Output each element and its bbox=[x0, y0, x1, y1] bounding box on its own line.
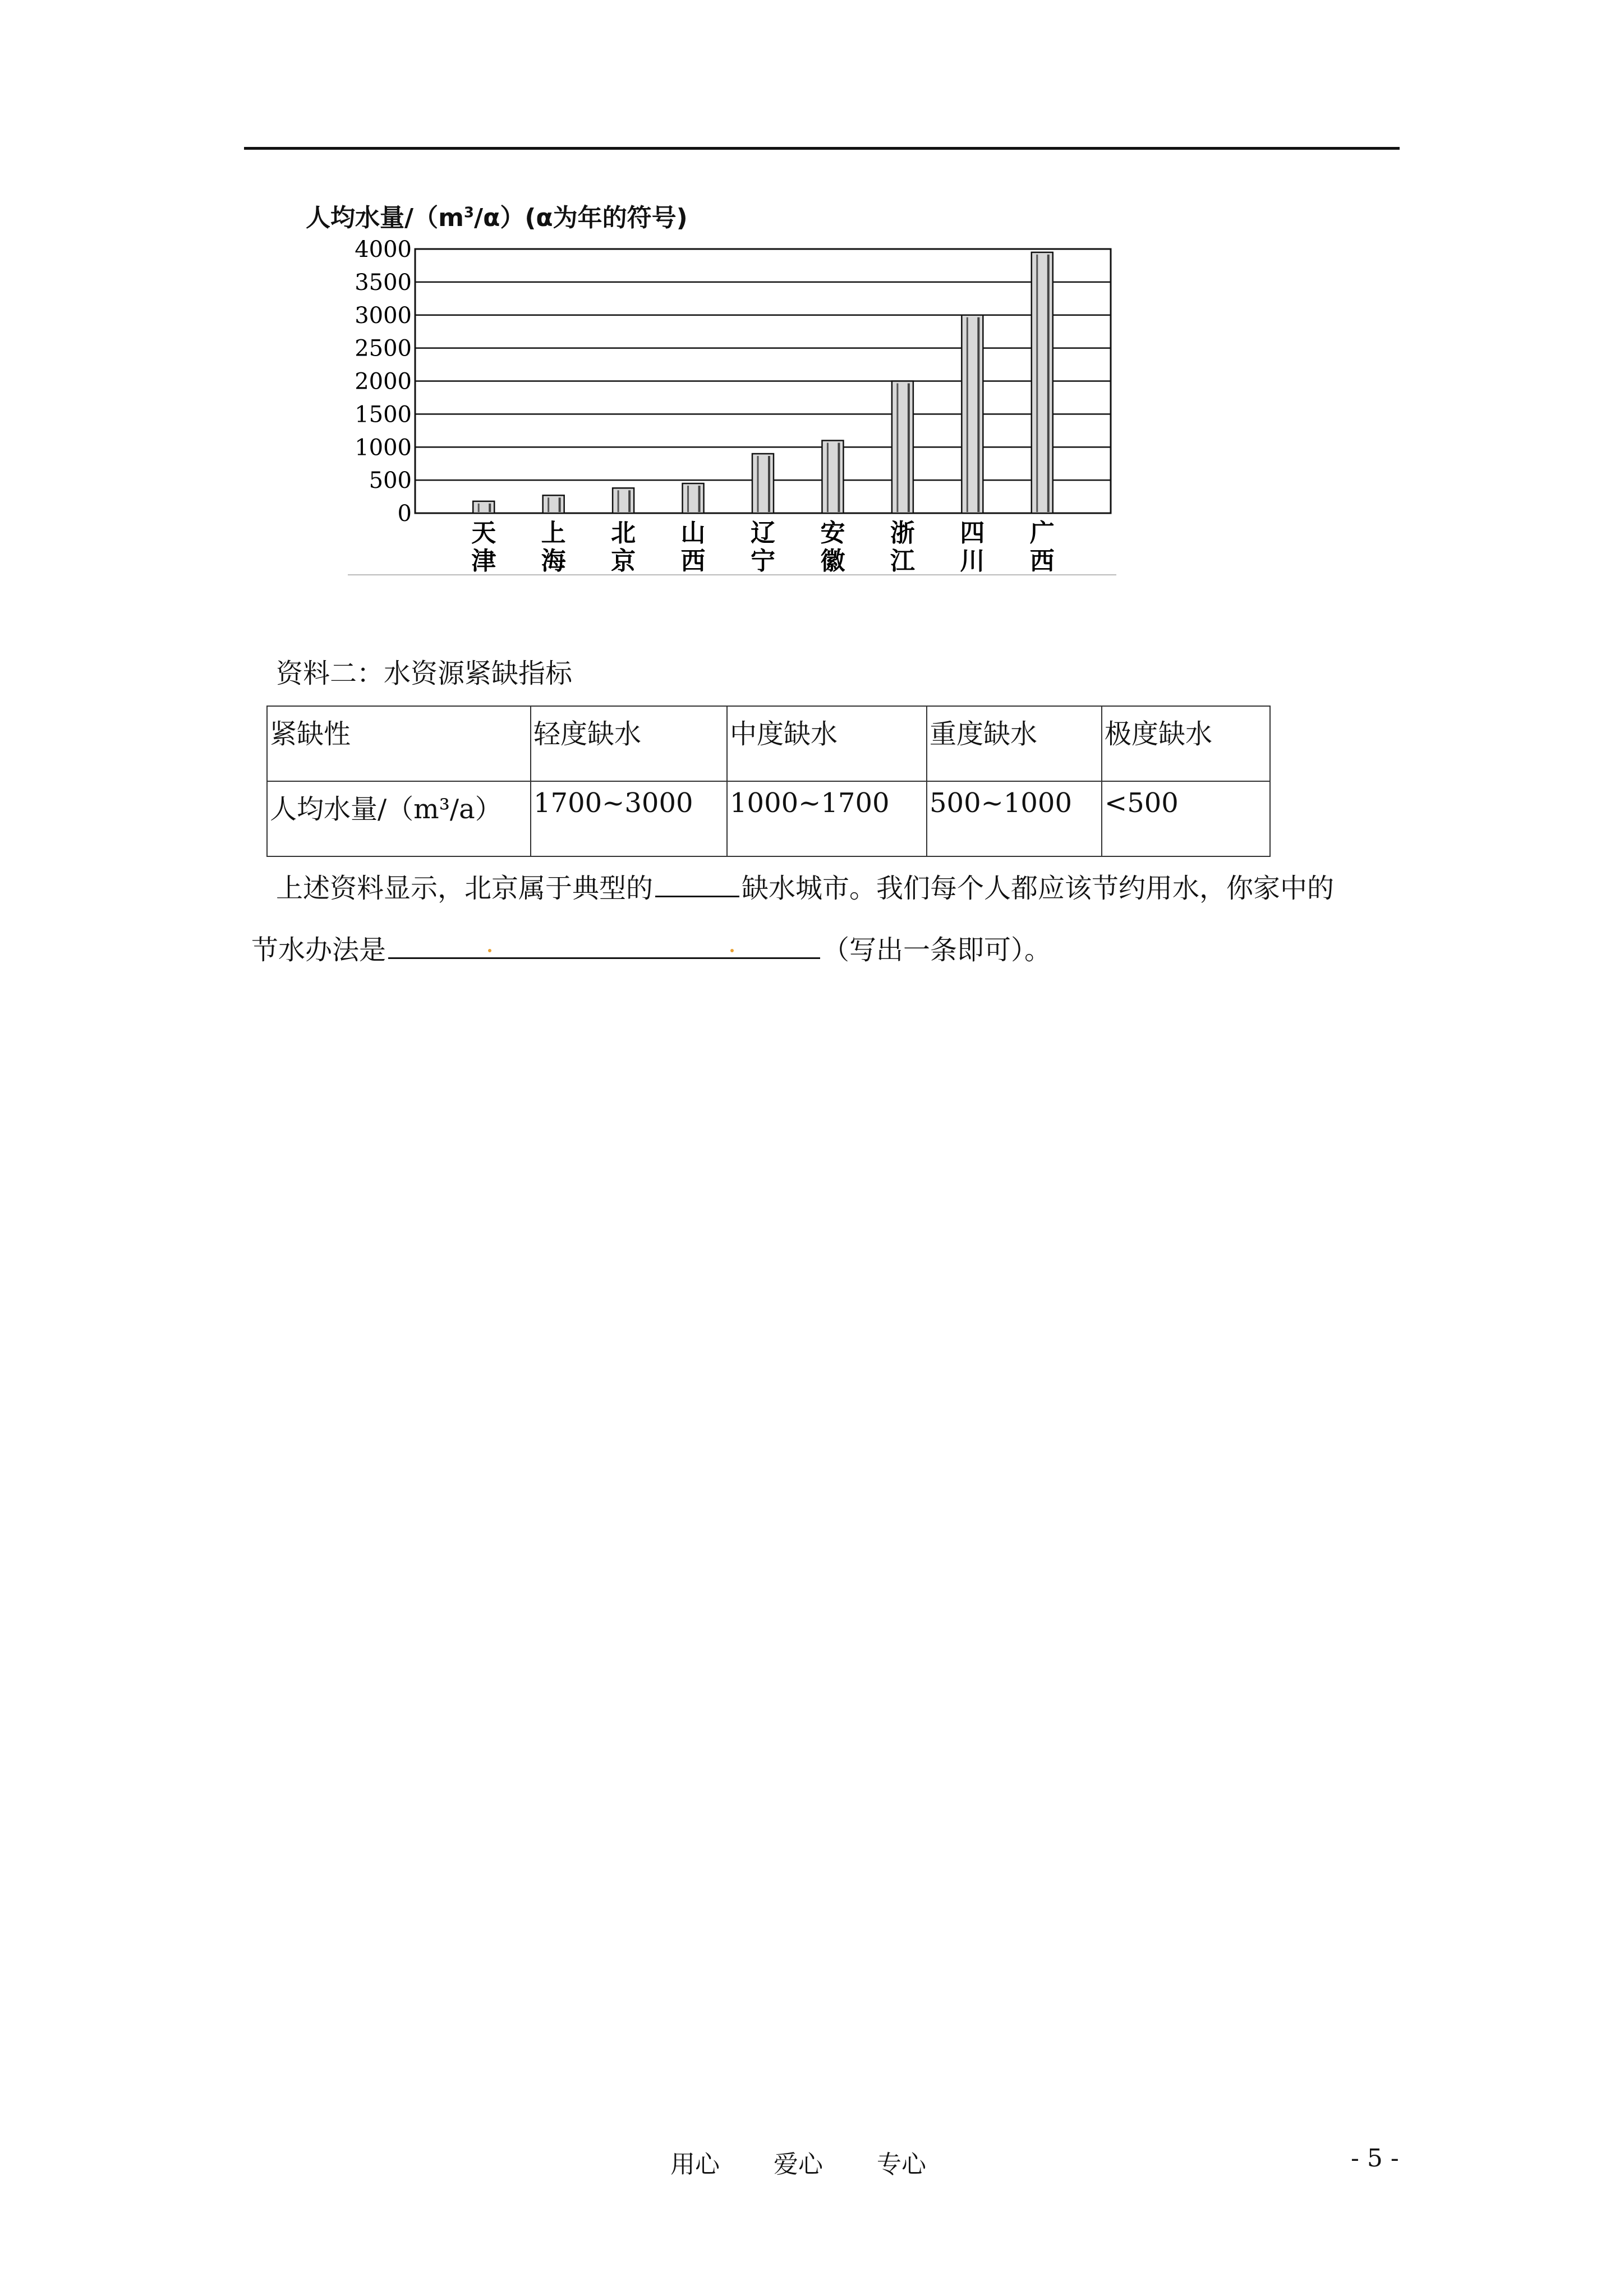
y-tick-label: 0 bbox=[397, 501, 412, 527]
x-tick-label: 西 bbox=[680, 547, 706, 575]
question-text: （写出一条即可）。 bbox=[822, 934, 1052, 966]
table-header-cell: 极度缺水 bbox=[1102, 706, 1270, 781]
bar bbox=[961, 315, 983, 513]
bar bbox=[892, 381, 913, 514]
bar bbox=[822, 440, 843, 513]
x-tick-label: 西 bbox=[1029, 547, 1055, 575]
table-cell: 1000~1700 bbox=[727, 781, 927, 856]
table-row bbox=[267, 781, 1270, 856]
table-header-cell: 重度缺水 bbox=[927, 706, 1102, 781]
bar bbox=[473, 501, 494, 513]
bar bbox=[1032, 252, 1053, 513]
question-text: 节水办法是 bbox=[251, 934, 387, 966]
table-header-row bbox=[267, 706, 1270, 781]
x-tick-label: 山 bbox=[680, 519, 706, 547]
footer-motto bbox=[670, 2144, 980, 2180]
x-tick-label: 津 bbox=[471, 547, 496, 575]
footer-word: 用心 bbox=[670, 2150, 720, 2179]
y-tick-label: 500 bbox=[369, 468, 412, 494]
section-label: 资料二：水资源紧缺指标 bbox=[276, 658, 573, 689]
y-tick-label: 1000 bbox=[355, 435, 412, 461]
y-tick-label: 1500 bbox=[355, 402, 412, 428]
table-cell: <500 bbox=[1102, 781, 1270, 856]
marker-dot bbox=[730, 949, 734, 952]
footer-word: 爱心 bbox=[774, 2150, 823, 2179]
bar bbox=[683, 483, 704, 513]
question-line-1 bbox=[276, 875, 1334, 902]
table-cell: 500~1000 bbox=[927, 781, 1102, 856]
bar bbox=[752, 454, 774, 513]
question-line-2 bbox=[251, 934, 1052, 966]
y-tick-label: 4000 bbox=[355, 237, 412, 262]
y-tick-label: 3000 bbox=[355, 302, 412, 329]
x-tick-label: 宁 bbox=[751, 547, 775, 575]
bar bbox=[613, 488, 634, 513]
footer-word: 专心 bbox=[877, 2150, 926, 2179]
table-header-cell: 紧缺性 bbox=[267, 706, 531, 781]
x-tick-label: 浙 bbox=[890, 519, 915, 547]
x-tick-label: 安 bbox=[820, 519, 845, 547]
x-tick-label: 四 bbox=[960, 519, 985, 547]
x-tick-label: 徽 bbox=[820, 547, 845, 575]
x-tick-label: 广 bbox=[1029, 519, 1055, 547]
bar-chart bbox=[348, 224, 1133, 583]
x-tick-label: 北 bbox=[611, 519, 636, 547]
x-tick-label: 天 bbox=[471, 519, 496, 547]
x-tick-label: 海 bbox=[541, 547, 566, 575]
question-text: 上述资料显示，北京属于典型的 bbox=[276, 873, 654, 904]
page-number: - 5 - bbox=[1351, 2144, 1399, 2173]
table-header-cell: 中度缺水 bbox=[727, 706, 927, 781]
y-tick-label: 3500 bbox=[355, 269, 412, 296]
x-tick-label: 上 bbox=[541, 519, 566, 547]
answer-blank-method[interactable] bbox=[388, 957, 820, 959]
answer-blank-scarcity[interactable] bbox=[655, 895, 739, 897]
y-tick-label: 2000 bbox=[355, 368, 412, 395]
bar bbox=[543, 495, 564, 513]
marker-dot bbox=[488, 949, 491, 952]
chart-title: 人均水量$/(m^3/\alpha)(\alpha$为年的符号) bbox=[306, 204, 688, 232]
header-rule bbox=[244, 147, 1400, 150]
scarcity-table bbox=[266, 706, 1271, 857]
table-cell: 1700~3000 bbox=[531, 781, 727, 856]
question-text: 缺水城市。我们每个人都应该节约用水，你家中的 bbox=[742, 873, 1335, 904]
y-tick-label: 2500 bbox=[355, 335, 412, 362]
x-tick-label: 江 bbox=[890, 547, 915, 575]
x-tick-label: 京 bbox=[611, 547, 636, 575]
table-cell: 人均水量/（m³/a） bbox=[267, 781, 531, 856]
x-tick-label: 辽 bbox=[751, 519, 775, 547]
x-tick-label: 川 bbox=[960, 547, 985, 575]
table-header-cell: 轻度缺水 bbox=[531, 706, 727, 781]
